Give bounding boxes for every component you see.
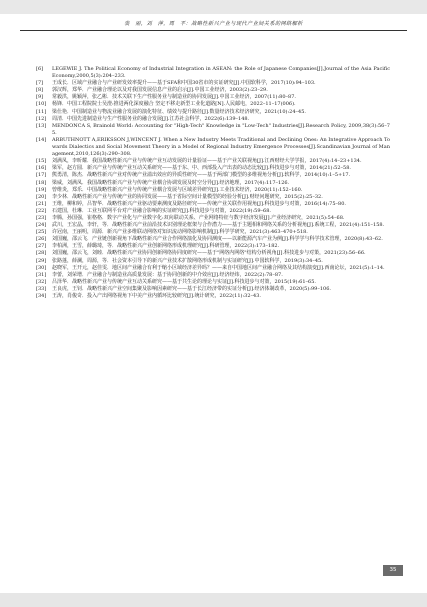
reference-number: [21] xyxy=(36,200,47,207)
reference-text: 李腾，孙国强，崔格格．数字产业化与产业数字化:双向联动关系、产业网络特征与数字经济发展[J].产业经济研究，2021(5):54–68. xyxy=(52,214,345,221)
reference-text: 吕泽华．战略性新兴产业与传统产业互动关系研究——基于共生论的理论与实证[J].科技进步与对策，2015(19):61–65. xyxy=(52,278,316,285)
reference-number: [24] xyxy=(36,222,47,229)
reference-text: 郭汉辉，郑华．产业融合理论以及对我国发展信息产业的启示[J].中国工业经济，2003(2):23–29. xyxy=(52,87,268,94)
reference-item xyxy=(36,116,390,123)
reference-item xyxy=(36,265,390,272)
reference-item xyxy=(36,279,390,286)
reference-item xyxy=(36,172,390,179)
reference-number: [32] xyxy=(36,278,47,285)
reference-item xyxy=(36,66,390,80)
reference-item xyxy=(36,201,390,208)
reference-text: 梁军，赵方圆．新兴产业与传统产业互动关系研究——基于东、中、西部投入产出表的动态比较[J].科技进步与对策，2014(21):52–58. xyxy=(52,165,351,172)
top-bar xyxy=(0,0,427,14)
reference-number: [33] xyxy=(36,285,47,292)
reference-text: 王成长．区域产业融合与产业研发效率提升——基于SFA和中国30省市的实证研究[J].中国软科学，2017(10):94–103. xyxy=(52,80,316,87)
reference-text: 王涛，肖俊奇．投入产出网络视角下中美产业内循环比较研究[J].统计研究，2022(11):32–43. xyxy=(52,293,261,299)
reference-number: [17] xyxy=(36,172,47,179)
reference-text: 许冠南，王丽明，周源．新兴产业多维联动网络对知识流动网络影响机制[J].科学学研究，2021(3):463–470+518. xyxy=(52,229,308,236)
reference-number: [31] xyxy=(36,271,47,278)
header-rule xyxy=(20,30,407,31)
reference-number: [16] xyxy=(36,165,47,172)
reference-item xyxy=(36,187,390,194)
reference-text: 曾维炎，郑乐．中国战略性新兴产业与传统产业耦合发展与区域差异研究[J].工业技术经济，2020(11):152–160. xyxy=(52,186,303,193)
reference-text: 王维，柳和婷，吕智华．战略性新兴产业驱动要素测度及路径研究——传统产业关联作用视角[J].科技进步与对策，2016(14):75–80. xyxy=(52,200,346,207)
reference-item xyxy=(36,258,390,265)
reference-text: 赵晓军，王开元，赵佳雯．地区间产业融合有利于缩小区域经济差异吗？——来自中国地区间产业融合网络及其结构演变[J].西南论坛，2021(5):1–14. xyxy=(52,264,385,271)
reference-text: MENDONCA S, Brainold World: Accounting for "High-Tech" Knowledge in "Low-Tech" Industries[J].Research Policy, 2009,38(3):56–75. xyxy=(52,122,390,136)
bottom-bar xyxy=(0,593,427,607)
reference-text: 刘满凤，李昕耀．我国战略性新兴产业与传统产业互动发展的计量验证——基于产业关联视角[J].江西财经大学学报，2017(4):14–23+134. xyxy=(52,158,362,165)
reference-number: [18] xyxy=(36,179,47,186)
reference-item xyxy=(36,293,390,300)
reference-text: 张路蓬，薛澜，周源，等．社会资本引导下的新兴产业技术扩散网络形成机制与实证研究[J].中国软科学，2019(3):34–45. xyxy=(52,257,323,264)
reference-number: [13] xyxy=(36,122,47,129)
reference-item xyxy=(36,272,390,279)
reference-item xyxy=(36,123,390,137)
reference-number: [28] xyxy=(36,250,47,257)
reference-item xyxy=(36,137,390,158)
reference-text: 梁威，刘满凤．我国战略性新兴产业与传统产业耦合协调发展及时空分异[J].经济地理，2017(4):117–126. xyxy=(52,179,290,186)
reference-text: 常毅洪，姚颖萍，张乙彬．技术关联下生产性服务业与制造业的协同发展[J].中国工业经济，2007(11):80–87. xyxy=(52,94,296,101)
reference-text: 刘国巍，邵云飞．产业链创新视角下战略性新兴产业合作网络演化及协同测度——以新能源汽车产业为例[J].科学学与科学技术管理，2020(8):43–62. xyxy=(52,236,383,243)
reference-number: [27] xyxy=(36,243,47,250)
reference-item xyxy=(36,194,390,201)
reference-number: [11] xyxy=(36,108,47,115)
reference-number: [29] xyxy=(36,257,47,264)
reference-number: [25] xyxy=(36,229,47,236)
reference-item xyxy=(36,101,390,108)
reference-list xyxy=(36,66,390,300)
reference-number: [23] xyxy=(36,214,47,221)
reference-text: LEGEWIE J. The Political Economy of Industrial Integration in ASEAN: the Role of Japanese Companies[J].Journal of the Asia Pacific Economy,2000,5(3):204–233. xyxy=(52,66,390,80)
reference-number: [15] xyxy=(36,158,47,165)
reference-text: 李柏洲，王雪，薛璐琦，等．战略性新兴产业创新网络形成机理研究[J].科研管理，2022(3):173–182. xyxy=(52,243,280,250)
reference-text: 武川，王宏晶，李轩，等．战略性新兴产业前沿技术识别理论框架与合作潜力——基于主题相和网络关系的分析视角[J].系统工程，2021(4):151–158. xyxy=(52,222,385,229)
reference-text: 梁仕艳．中国制造业与物流业融合发展的演化特征、绩效与提升路径[J].数量经济技术经济研究，2021(10):24–45. xyxy=(52,108,306,115)
reference-number: [19] xyxy=(36,186,47,193)
reference-item xyxy=(36,109,390,116)
reference-number: [7] xyxy=(36,80,44,87)
reference-number: [8] xyxy=(36,87,44,94)
reference-text: 熊勇清，陈杰．战略性新兴产业对传统产业溢出效应的异质性研究——基于两部门模型的多维视角分析[J].软科学，2014(10):1–5+17. xyxy=(52,172,351,179)
reference-number: [6] xyxy=(36,66,44,72)
reference-number: [10] xyxy=(36,101,47,108)
reference-text: 石建国，杜琳．工业互联网平台对产业融合影响的实证研究[J].科技进步与对策，2022(19):59–68. xyxy=(52,207,271,214)
reference-number: [14] xyxy=(36,136,47,143)
reference-text: 刘国巍，邵云飞，刘睦．战略性新兴产业协同创新网络协同度研究——基于"网络内网络"结构分析视角[J].科技进步与对策，2021(23):56–66. xyxy=(52,250,366,257)
reference-text: 杨锋．中国工程院院士吴澄:推进两化深度融合 坚定不移走新型工业化道路[N].人民邮电，2022–11–17(006). xyxy=(52,101,296,108)
reference-number: [34] xyxy=(36,293,47,299)
reference-number: [30] xyxy=(36,264,47,271)
reference-text: ARBUTHNOTT A,ERIKSSON J,WINCENT J. When a New Industry Meets Traditional and Declining Ones: An Integrative Approach Towards Dialectics and Social Movement Theory in a Model of Regional Industry Emergence Processes[J].Scandinavian Journal of Management,2010,126(3):290–308. xyxy=(52,136,390,158)
reference-number: [12] xyxy=(36,115,47,122)
reference-text: 李蕾，刘荣增．产业融合与制造业高质量发展：基于协同创新的中介效应[J].经济经纬，2022(2):78–87. xyxy=(52,271,283,278)
reference-number: [26] xyxy=(36,236,47,243)
reference-item xyxy=(36,180,390,187)
reference-item xyxy=(36,250,390,257)
running-header: 裘 丽，刘 萍，周 平：战略性新兴产业与现代产业间关系的网络解析 xyxy=(124,21,303,27)
reference-number: [22] xyxy=(36,207,47,214)
page-number: 35 xyxy=(383,565,403,576)
reference-item xyxy=(36,286,390,293)
reference-number: [9] xyxy=(36,94,44,101)
reference-number: [20] xyxy=(36,193,47,200)
reference-item xyxy=(36,208,390,215)
reference-text: 周清．中国先进制造业与生产性服务业的融合发展[J].江苏社会科学，2022(6):139–148. xyxy=(52,115,250,122)
reference-item xyxy=(36,215,390,222)
reference-text: 李少林．战略性新兴产业与传统产业的协同发展——基于省际空间计量模型的经验分析[J].财经问题研究，2015(2):25–32. xyxy=(52,193,323,200)
reference-text: 王良虎，王钊．战略性新兴产业空间集聚及影响因素研究——基于长江经济带的实证分析[J].经济体制改革，2020(5):99–106. xyxy=(52,285,331,292)
